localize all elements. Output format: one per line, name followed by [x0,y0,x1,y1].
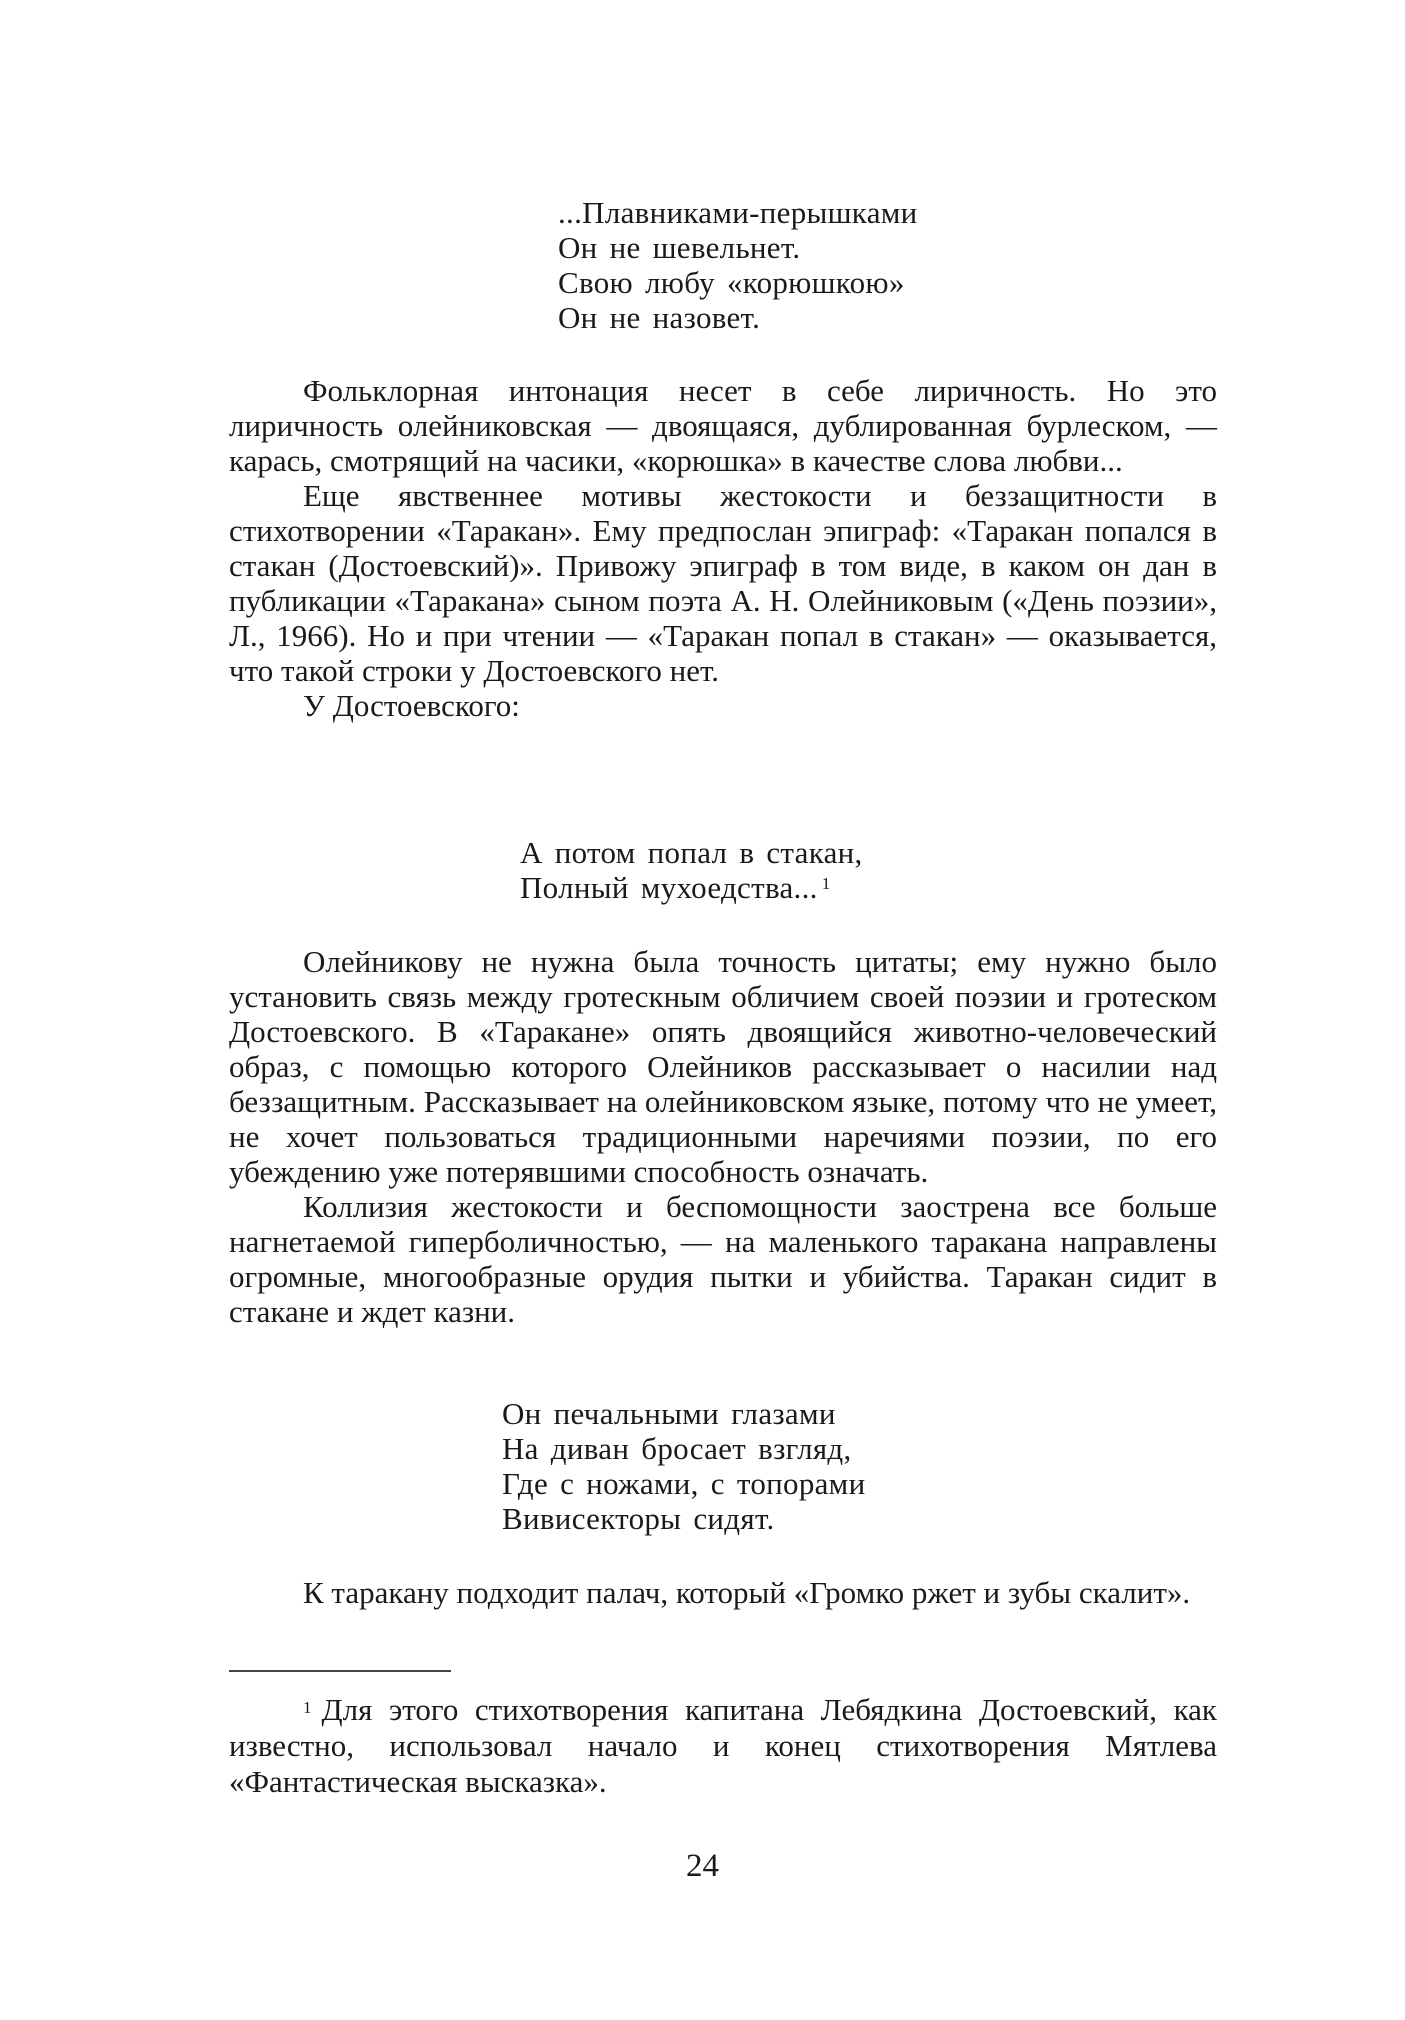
verse-line: Вивисекторы сидят. [502,1501,775,1536]
paragraph: К таракану подходит палач, который «Громко ржет и зубы скалит». [303,1575,1191,1610]
verse-line: ...Плавниками-перышками [558,195,918,230]
verse-line-text: Полный мухоедства... [520,870,818,905]
verse-line: Свою любу «корюшкою» [558,265,905,300]
verse-line: Где с ножами, с топорами [502,1466,866,1501]
footnote-paragraph [229,1692,1217,1800]
footnote-text: Для этого стихотворения капитана Лебядкина Достоевский, как известно, использовал начало и конец стихотворения Мятлева «Фантастическая высказка». [229,1692,1217,1799]
verse-line: Он не назовет. [558,300,761,335]
footnote-mark: 1 [303,1698,312,1717]
verse-quote-2 [520,835,863,905]
verse-line: Он печальными глазами [502,1396,836,1431]
paragraph: У Достоевского: [303,688,520,723]
verse-line [520,870,863,905]
paragraph: Фольклорная интонация несет в себе лиричность. Но это лиричность олейниковская — двоящаяся, дублированная бурлеском, — карась, смотрящий на часики, «корюшка» в качестве слова любви... [229,373,1217,478]
paragraph: Олейникову не нужна была точность цитаты; ему нужно было установить связь между гротескным обличием своей поэзии и гротеском Достоевского. В «Таракане» опять двоящийся животно-человеческий образ, с помощью которого Олейников рассказывает о насилии над беззащитным. Рассказывает на олейниковском языке, потому что не умеет, не хочет пользоваться традиционными наречиями поэзии, по его убеждению уже потерявшими способность означать. [229,944,1217,1189]
footnote-reference: 1 [821,874,831,893]
verse-line: Он не шевельнет. [558,230,801,265]
verse-quote-1 [558,195,918,335]
paragraph: Еще явственнее мотивы жестокости и беззащитности в стихотворении «Таракан». Ему предпослан эпиграф: «Таракан попался в стакан (Достоевский)». Привожу эпиграф в том виде, в каком он дан в публикации «Таракана» сыном поэта А. Н. Олейниковым («День поэзии», Л., 1966). Но и при чтении — «Таракан попал в стакан» — оказывается, что такой строки у Достоевского нет. [229,478,1217,688]
verse-line: На диван бросает взгляд, [502,1431,852,1466]
verse-line: А потом попал в стакан, [520,835,863,870]
footnote-separator [229,1670,451,1672]
prose-block-2 [229,944,1217,1329]
paragraph: Коллизия жестокости и беспомощности заострена все больше нагнетаемой гиперболичностью, — на маленького таракана направлены огромные, многообразные орудия пытки и убийства. Таракан сидит в стакане и ждет казни. [229,1189,1217,1329]
page-number: 24 [686,1848,719,1884]
verse-quote-3 [502,1396,866,1536]
prose-block-1 [229,373,1217,723]
prose-block-3 [229,1575,1217,1610]
footnote [229,1692,1217,1800]
